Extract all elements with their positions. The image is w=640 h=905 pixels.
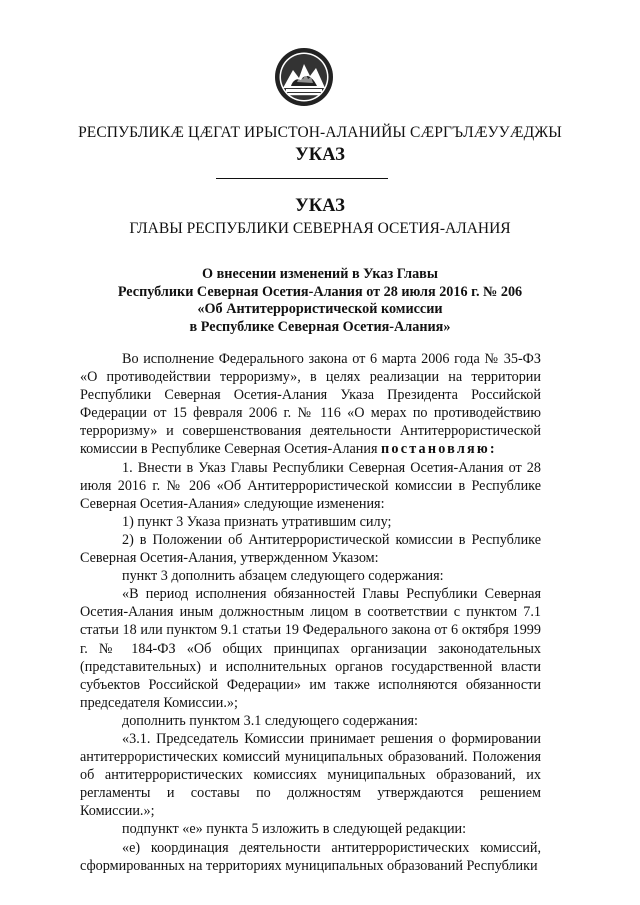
head-of-republic-title: ГЛАВЫ РЕСПУБЛИКИ СЕВЕРНАЯ ОСЕТИЯ-АЛАНИЯ <box>129 220 511 237</box>
subpoint-e-intro-paragraph: подпункт «е» пункта 5 изложить в следующей редакции: <box>122 821 467 838</box>
subject-line: Республики Северная Осетия-Алания от 28 июля 2016 г. № 206 <box>117 283 523 300</box>
subject-line: «Об Антитеррористической комиссии <box>197 301 443 318</box>
point-3-1-text-paragraph: «3.1. Председатель Комиссии принимает решения о формировании антитеррористических комиссий муниципальных образований. Положения об антитеррористических комиссиях муниципальных образований, их регламенты и составы по должностям утверждаются решением Комиссии.»; <box>80 730 541 820</box>
preamble-paragraph <box>80 350 541 459</box>
item-1-paragraph: 1. Внести в Указ Главы Республики Северная Осетия-Алания от 28 июля 2016 г. № 206 «Об Антитеррористической комиссии в Республике Северная Осетия-Алания» следующие изменения: <box>80 459 541 512</box>
item-1-1-paragraph: 1) пункт 3 Указа признать утратившим силу; <box>122 513 392 530</box>
subject-line: в Республике Северная Осетия-Алания» <box>189 318 451 335</box>
decree-label-ossetian: УКАЗ <box>295 145 345 165</box>
decree-subject <box>0 266 640 336</box>
subject-line: О внесении изменений в Указ Главы <box>202 266 438 282</box>
coat-of-arms-emblem <box>273 46 335 108</box>
point-3-intro-paragraph: пункт 3 дополнить абзацем следующего содержания: <box>122 568 444 585</box>
point-3-1-intro-paragraph: дополнить пунктом 3.1 следующего содержания: <box>122 712 418 729</box>
decree-body <box>80 350 541 875</box>
preamble-text: Во исполнение Федерального закона от 6 марта 2006 года № 35-ФЗ «О противодействии терроризму», в целях реализации на территории Республики Северная Осетия-Алания Указа Президента Российской Федерации от 15 февраля 2006 г. № 116 «О мерах по противодействию терроризму» и совершенствования деятельности Антитеррористической комиссии в Республике Северная Осетия-Алания <box>80 351 541 458</box>
point-3-text-paragraph: «В период исполнения обязанностей Главы Республики Северная Осетия-Алания иным должностным лицом в соответствии с пунктом 7.1 статьи 18 или пунктом 9.1 статьи 19 Федерального закона от 6 октября 1999 г. № 184-ФЗ «Об общих принципах организации законодательных (представительных) и исполнительных органов государственной власти субъектов Российской Федерации» им также исполняются обязанности председателя Комиссии.»; <box>80 586 541 711</box>
decree-word: постановляю: <box>381 441 497 458</box>
separator-line <box>216 178 388 179</box>
item-1-2-paragraph: 2) в Положении об Антитеррористической комиссии в Республике Северная Осетия-Алания, утвержденном Указом: <box>80 531 541 567</box>
decree-label-russian: УКАЗ <box>295 196 345 216</box>
republic-title-ossetian: РЕСПУБЛИКӔ ЦӔГАТ ИРЫСТОН-АЛАНИЙЫ СӔРГЪЛӔУУӔДЖЫ <box>78 124 562 141</box>
subpoint-e-text-paragraph: «е) координация деятельности антитеррористических комиссий, сформированных на территориях муниципальных образований Республики <box>80 839 541 874</box>
